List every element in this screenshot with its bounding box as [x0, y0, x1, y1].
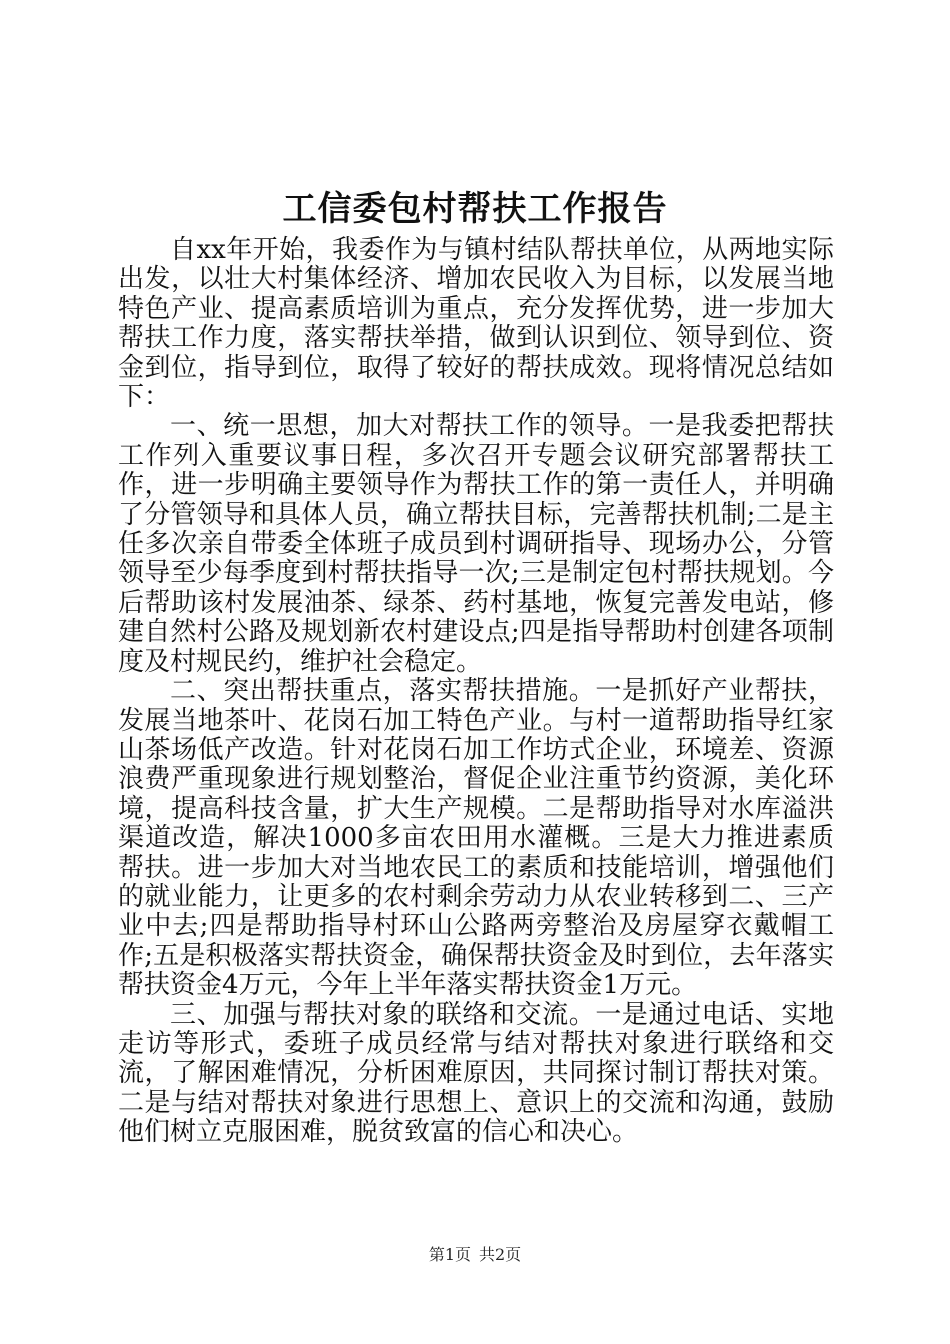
page-number-current: 第1页 — [428, 1245, 471, 1264]
paragraph-section-1: 一、统一思想，加大对帮扶工作的领导。一是我委把帮扶工作列入重要议事日程，多次召开专题会议研究部署帮扶工作，进一步明确主要领导作为帮扶工作的第一责任人，并明确了分管领导和具体人员，确立帮扶目标，完善帮扶机制;二是主任多次亲自带委全体班子成员到村调研指导、现场办公，分管领导至少每季度到村帮扶指导一次;三是制定包村帮扶规划。今后帮助该村发展油茶、绿茶、药村基地，恢复完善发电站，修建自然村公路及规划新农村建设点;四是指导帮助村创建各项制度及村规民约，维护社会稳定。 — [118, 411, 834, 677]
paragraph-section-3: 三、加强与帮扶对象的联络和交流。一是通过电话、实地走访等形式，委班子成员经常与结对帮扶对象进行联络和交流，了解困难情况，分析困难原因，共同探讨制订帮扶对策。二是与结对帮扶对象进行思想上、意识上的交流和沟通，鼓励他们树立克服困难，脱贫致富的信心和决心。 — [118, 999, 834, 1148]
document-body — [118, 236, 834, 1148]
page-footer — [0, 1243, 950, 1267]
page-number-total: 共2页 — [479, 1245, 522, 1264]
paragraph-intro: 自xx年开始，我委作为与镇村结队帮扶单位，从两地实际出发，以壮大村集体经济、增加农民收入为目标，以发展当地特色产业、提高素质培训为重点，充分发挥优势，进一步加大帮扶工作力度，落实帮扶举措，做到认识到位、领导到位、资金到位，指导到位，取得了较好的帮扶成效。现将情况总结如下： — [118, 235, 834, 413]
paragraph-section-2: 二、突出帮扶重点，落实帮扶措施。一是抓好产业帮扶，发展当地茶叶、花岗石加工特色产业。与村一道帮助指导红家山茶场低产改造。针对花岗石加工作坊式企业，环境差、资源浪费严重现象进行规划整治，督促企业注重节约资源，美化环境，提高科技含量，扩大生产规模。二是帮助指导对水库溢洪渠道改造，解决1000多亩农田用水灌概。三是大力推进素质帮扶。进一步加大对当地农民工的素质和技能培训，增强他们的就业能力，让更多的农村剩余劳动力从农业转移到二、三产业中去;四是帮助指导村环山公路两旁整治及房屋穿衣戴帽工作;五是积极落实帮扶资金，确保帮扶资金及时到位，去年落实帮扶资金4万元，今年上半年落实帮扶资金1万元。 — [118, 676, 834, 1001]
document-title: 工信委包村帮扶工作报告 — [282, 189, 668, 229]
